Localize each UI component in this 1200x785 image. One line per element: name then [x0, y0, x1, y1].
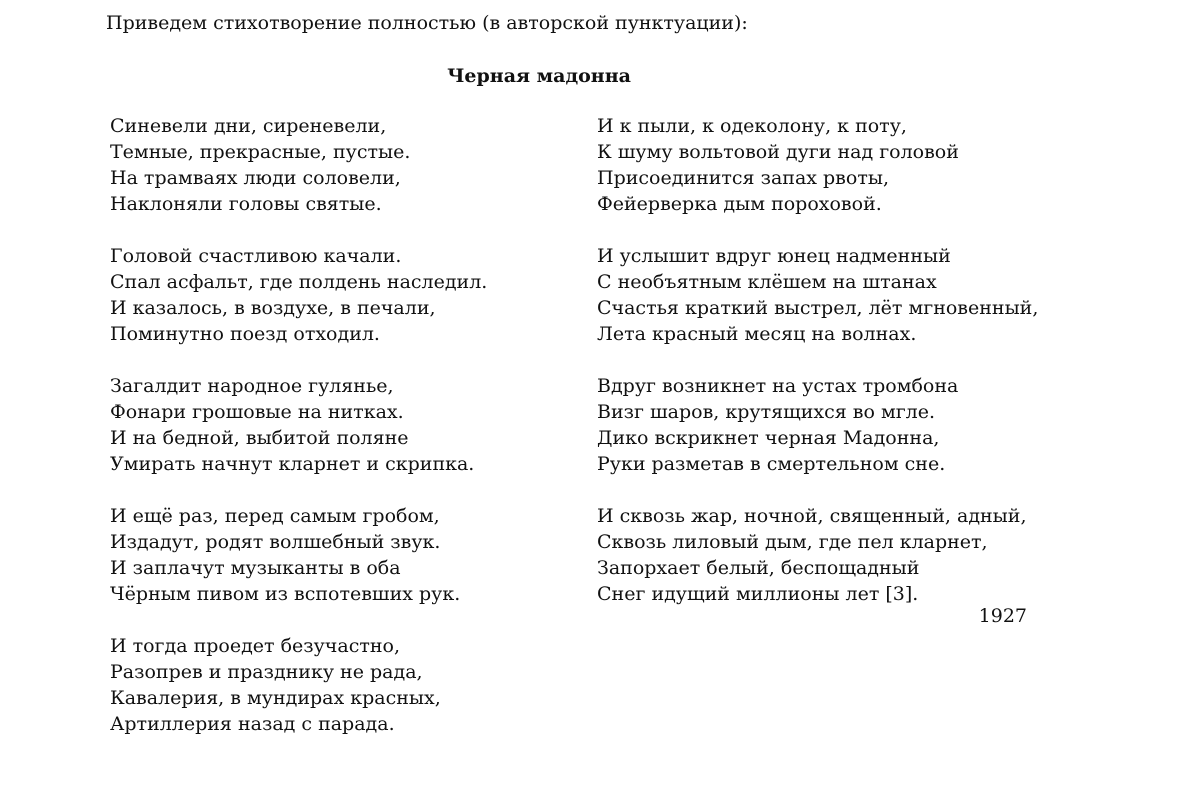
poem-line: И казалось, в воздухе, в печали, — [110, 297, 436, 319]
poem-line: Чёрным пивом из вспотевших рук. — [110, 583, 461, 605]
poem-line: Запорхает белый, беспощадный — [597, 557, 920, 579]
stanza — [110, 633, 590, 737]
poem-line: Присоединится запах рвоты, — [597, 167, 889, 189]
poem-line: Наклоняли головы святые. — [110, 193, 382, 215]
intro-text: Приведем стихотворение полностью (в авторской пунктуации): — [106, 12, 748, 34]
poem-line: К шуму вольтовой дуги над головой — [597, 141, 959, 163]
poem-column-left — [110, 113, 590, 763]
poem-line: На трамваях люди соловели, — [110, 167, 401, 189]
stanza — [597, 503, 1027, 607]
poem-line: Загалдит народное гулянье, — [110, 375, 394, 397]
poem-line: Лета красный месяц на волнах. — [597, 323, 917, 345]
poem-line: Сквозь лиловый дым, где пел кларнет, — [597, 531, 988, 553]
poem-line: Синевели дни, сиреневели, — [110, 115, 387, 137]
poem-title: Черная мадонна — [447, 65, 631, 87]
stanza — [597, 243, 1039, 347]
stanza — [597, 373, 1027, 477]
poem-line: Снег идущий миллионы лет [3]. — [597, 583, 919, 605]
poem-line: Фонари грошовые на нитках. — [110, 401, 404, 423]
poem-line: Кавалерия, в мундирах красных, — [110, 687, 441, 709]
poem-line: И услышит вдруг юнец надменный — [597, 245, 951, 267]
poem-line: Умирать начнут кларнет и скрипка. — [110, 453, 475, 475]
poem-line: Фейерверка дым пороховой. — [597, 193, 882, 215]
poem-line: И заплачут музыканты в оба — [110, 557, 401, 579]
poem-line: Счастья краткий выстрел, лёт мгновенный, — [597, 297, 1039, 319]
stanza — [110, 243, 590, 347]
poem-line: Спал асфальт, где полдень наследил. — [110, 271, 488, 293]
poem-line: Поминутно поезд отходил. — [110, 323, 380, 345]
stanza — [597, 113, 1027, 217]
poem-line: Разопрев и празднику не рада, — [110, 661, 423, 683]
poem-line: И к пыли, к одеколону, к поту, — [597, 115, 907, 137]
poem-column-right — [597, 113, 1039, 629]
poem-line: И тогда проедет безучастно, — [110, 635, 400, 657]
poem-line: С необъятным клёшем на штанах — [597, 271, 937, 293]
stanza — [110, 113, 590, 217]
poem-line: Руки разметав в смертельном сне. — [597, 453, 946, 475]
stanza — [110, 503, 590, 607]
poem-line: Темные, прекрасные, пустые. — [110, 141, 411, 163]
poem-year: 1927 — [978, 605, 1027, 627]
poem-line: Издадут, родят волшебный звук. — [110, 531, 441, 553]
poem-line: И ещё раз, перед самым гробом, — [110, 505, 440, 527]
poem-line: И на бедной, выбитой поляне — [110, 427, 409, 449]
poem-line: Вдруг возникнет на устах тромбона — [597, 375, 959, 397]
poem-line: Головой счастливою качали. — [110, 245, 402, 267]
poem-line: Артиллерия назад с парада. — [110, 713, 395, 735]
stanza — [110, 373, 590, 477]
poem-line: И сквозь жар, ночной, священный, адный, — [597, 505, 1027, 527]
poem-line: Дико вскрикнет черная Мадонна, — [597, 427, 940, 449]
poem-line: Визг шаров, крутящихся во мгле. — [597, 401, 936, 423]
